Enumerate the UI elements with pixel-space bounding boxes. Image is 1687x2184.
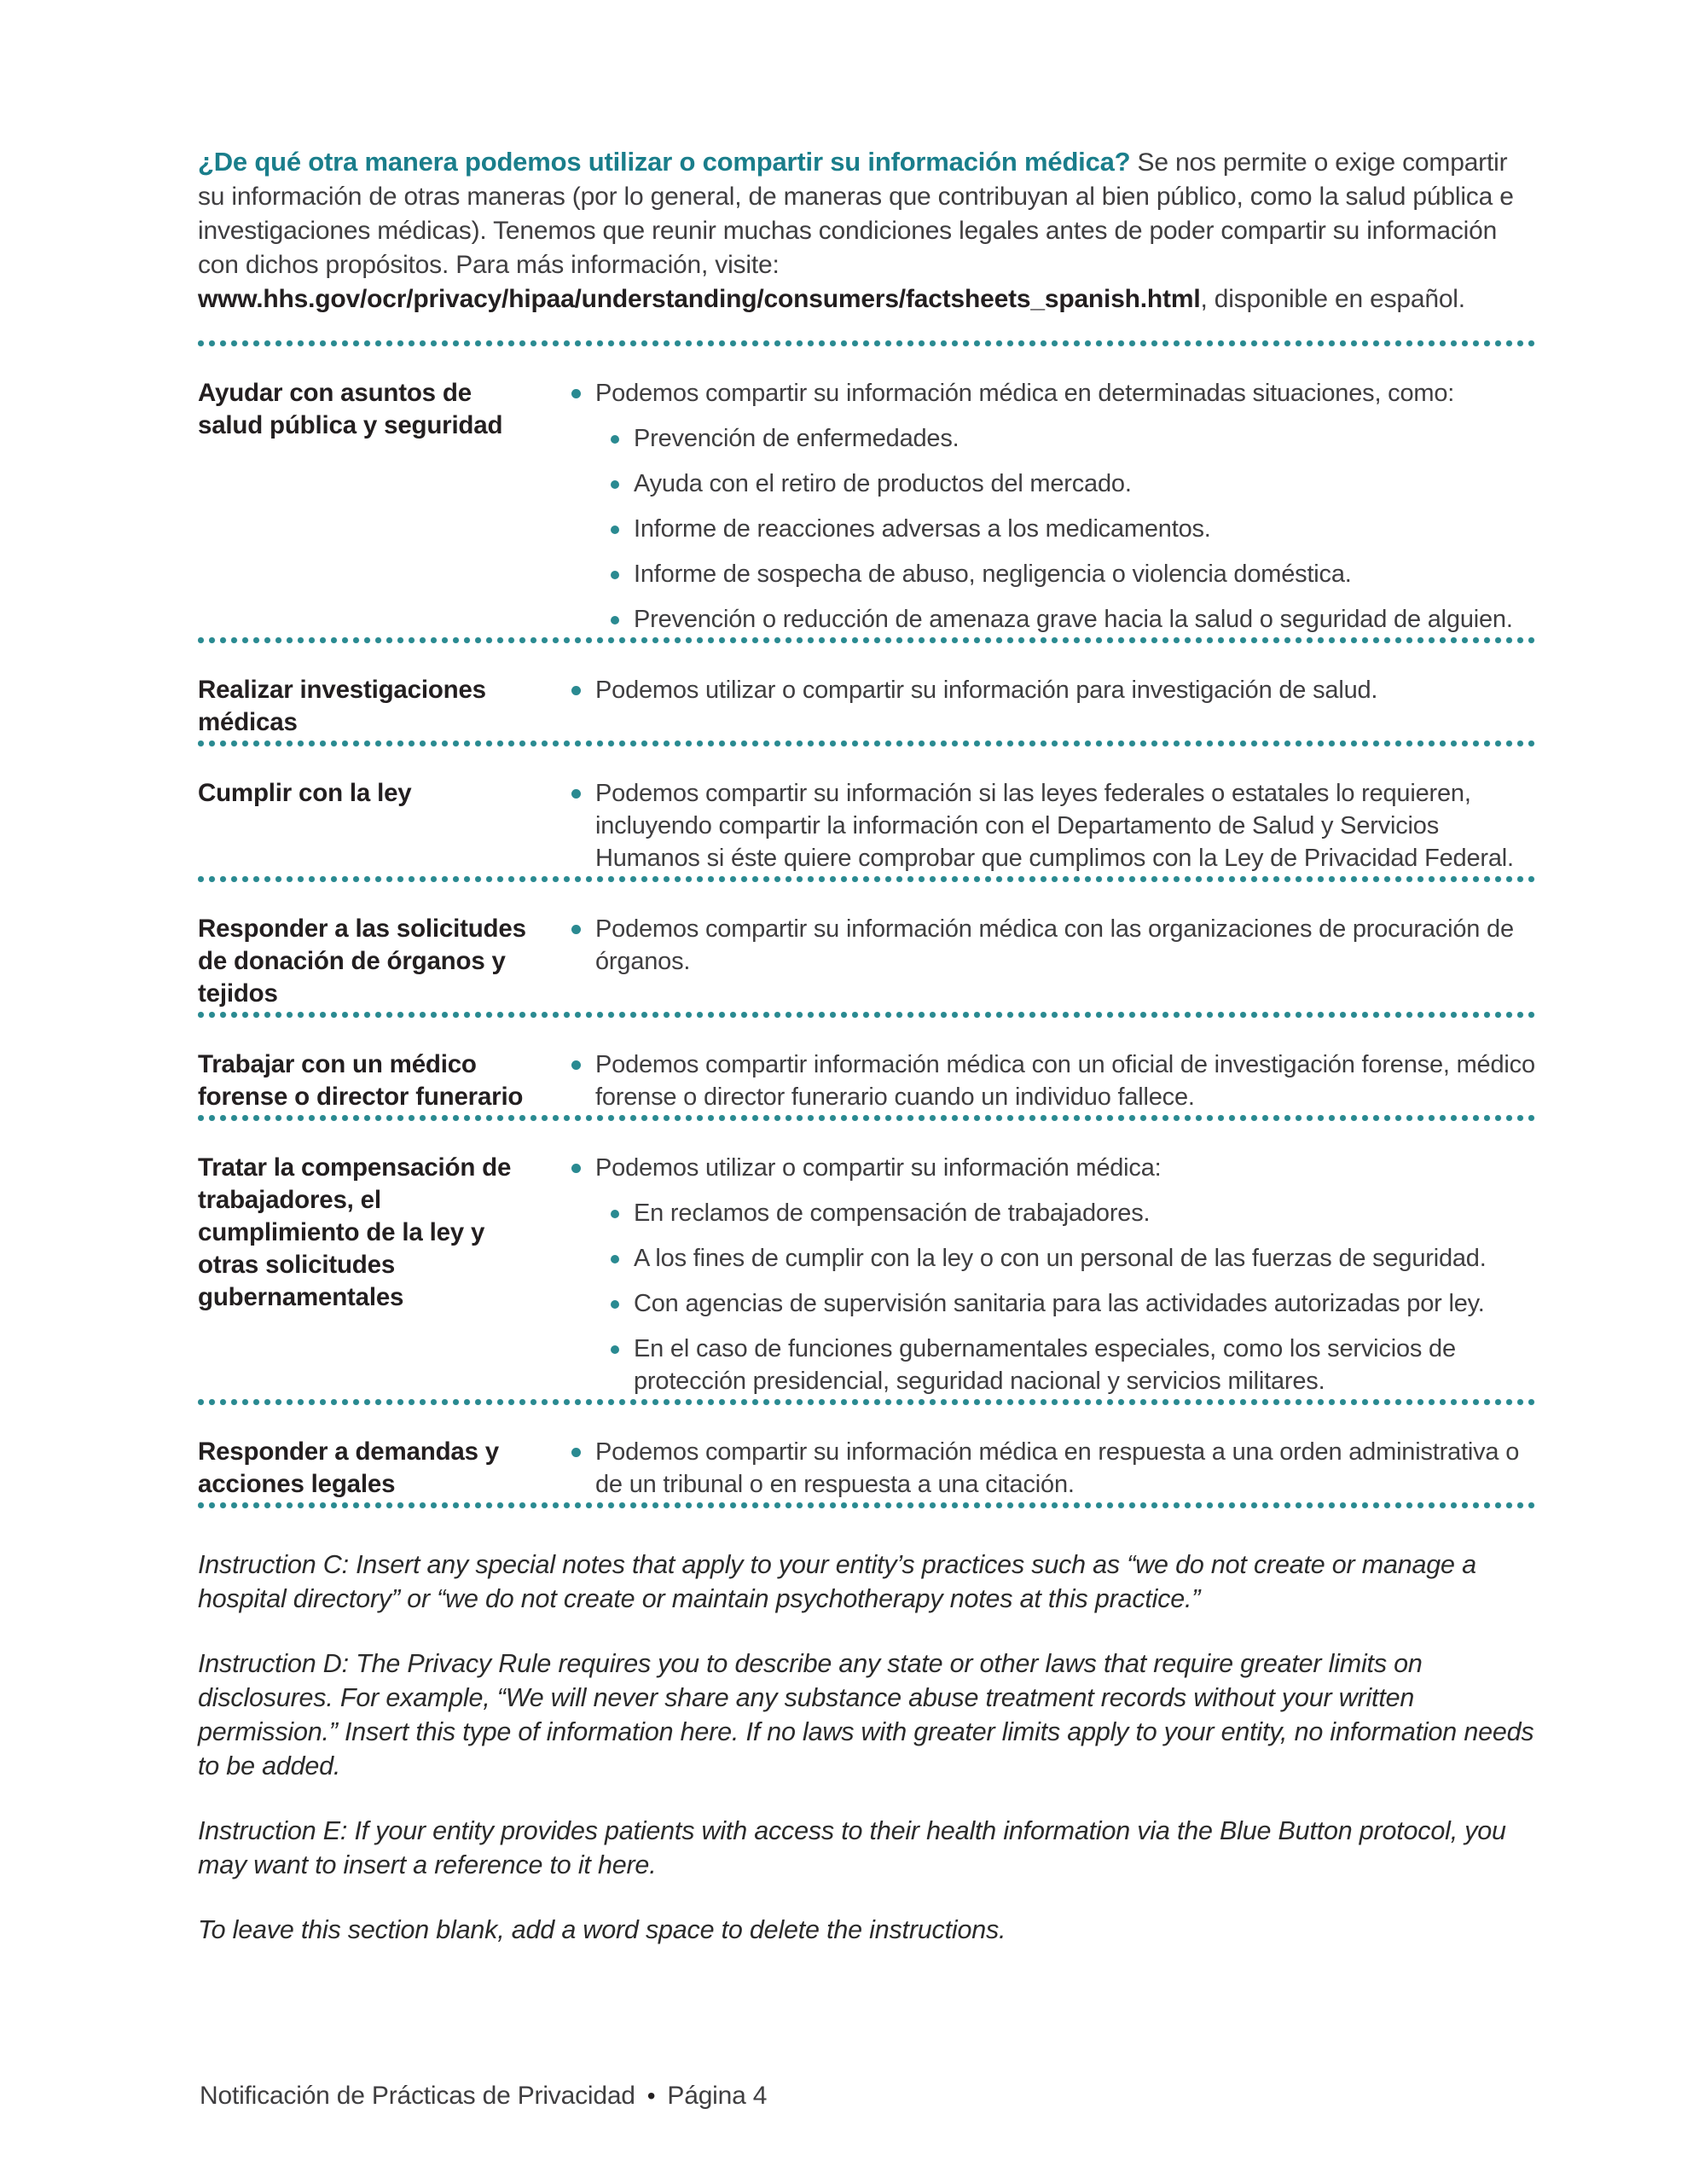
bullet-icon bbox=[611, 571, 619, 579]
bullet-icon bbox=[571, 789, 581, 799]
bullet-text: Podemos compartir su información médica con las organizaciones de procuración de órganos. bbox=[595, 915, 1514, 975]
dotted-separator bbox=[198, 1012, 1535, 1018]
row-body bbox=[571, 913, 1535, 1010]
row-body bbox=[571, 377, 1535, 636]
row-heading: Realizar investigaciones médicas bbox=[198, 676, 486, 736]
dotted-separator bbox=[198, 741, 1535, 746]
bullet-icon bbox=[611, 435, 619, 444]
instruction-d: Instruction D: The Privacy Rule requires you to describe any state or other laws that require greater limits on disclosures. For example, “We will never share any substance abuse treatment records without your written permission.” Insert this type of information here. If no laws with greater limits apply to your entity, no information needs to be added. bbox=[198, 1649, 1534, 1780]
bullet-icon bbox=[611, 1300, 619, 1309]
bullet-text: Podemos compartir su información médica en respuesta a una orden administrativa o de un tribunal o en respuesta a una citación. bbox=[595, 1438, 1520, 1498]
bullet-icon bbox=[611, 526, 619, 534]
bullet-text: Podemos utilizar o compartir su información para investigación de salud. bbox=[595, 677, 1378, 704]
instruction-e: Instruction E: If your entity provides patients with access to their health information via the Blue Button protocol, you may want to insert a reference to it here. bbox=[198, 1816, 1506, 1879]
dotted-separator bbox=[198, 876, 1535, 882]
list-item bbox=[571, 1333, 1535, 1397]
row-heading: Tratar la compensación de trabajadores, el cumplimiento de la ley y otras solicitudes gubernamentales bbox=[198, 1153, 512, 1311]
bullet-icon bbox=[611, 1255, 619, 1263]
bullet-icon bbox=[571, 1448, 581, 1457]
dotted-separator bbox=[198, 1502, 1535, 1508]
bullet-icon bbox=[571, 686, 581, 695]
template-instructions bbox=[198, 1548, 1535, 1947]
page-footer bbox=[200, 2080, 767, 2112]
list-item bbox=[571, 558, 1535, 590]
bullet-text: Podemos compartir su información médica en determinadas situaciones, como: bbox=[595, 380, 1455, 407]
section-medical-examiner bbox=[198, 1048, 1535, 1113]
list-item bbox=[571, 603, 1535, 636]
bullet-text: Podemos compartir información médica con un oficial de investigación forense, médico forense o director funerario cuando un individuo fallece. bbox=[595, 1051, 1535, 1111]
intro-body-text-after: , disponible en español. bbox=[1200, 285, 1465, 313]
row-body bbox=[571, 1436, 1535, 1501]
bullet-text: En el caso de funciones gubernamentales especiales, como los servicios de protección presidencial, seguridad nacional y servicios militares. bbox=[634, 1335, 1456, 1395]
instruction-blank-note: To leave this section blank, add a word space to delete the instructions. bbox=[198, 1915, 1006, 1944]
intro-body-text: Se nos permite o exige compartir su información de otras maneras (por lo general, de maneras que contribuyan al bien público, como la salud pública e investigaciones médicas). Tenemos que reunir muchas condiciones legales antes de poder compartir su información con dichos propósitos. Para más información, visite: bbox=[198, 148, 1514, 279]
list-item bbox=[571, 377, 1535, 410]
bullet-icon bbox=[611, 1345, 619, 1354]
list-item bbox=[571, 1436, 1535, 1501]
bullet-text: Podemos utilizar o compartir su información médica: bbox=[595, 1154, 1162, 1182]
row-heading: Trabajar con un médico forense o director funerario bbox=[198, 1050, 524, 1111]
list-item bbox=[571, 1197, 1535, 1229]
section-lawsuits-legal-actions bbox=[198, 1436, 1535, 1501]
dotted-separator bbox=[198, 340, 1535, 346]
list-item bbox=[571, 1048, 1535, 1113]
bullet-text: Prevención de enfermedades. bbox=[634, 425, 959, 452]
hhs-privacy-url-link[interactable]: www.hhs.gov/ocr/privacy/hipaa/understanding/consumers/factsheets_spanish.html bbox=[198, 285, 1201, 313]
row-body bbox=[571, 1152, 1535, 1397]
list-item bbox=[571, 513, 1535, 545]
bullet-icon bbox=[611, 616, 619, 624]
intro-paragraph bbox=[198, 145, 1535, 317]
bullet-text: En reclamos de compensación de trabajadores. bbox=[634, 1199, 1151, 1227]
bullet-text: Prevención o reducción de amenaza grave hacia la salud o seguridad de alguien. bbox=[634, 606, 1513, 633]
list-item bbox=[571, 1287, 1535, 1320]
bullet-icon bbox=[571, 389, 581, 398]
instruction-c: Instruction C: Insert any special notes that apply to your entity’s practices such as “we do not create or manage a hospital directory” or “we do not create or maintain psychotherapy notes at this practice.” bbox=[198, 1550, 1476, 1613]
list-item bbox=[571, 777, 1535, 874]
dotted-separator bbox=[198, 637, 1535, 643]
row-heading: Responder a las solicitudes de donación de órganos y tejidos bbox=[198, 915, 526, 1008]
dotted-separator bbox=[198, 1399, 1535, 1405]
list-item bbox=[571, 422, 1535, 455]
row-heading: Responder a demandas y acciones legales bbox=[198, 1438, 499, 1498]
bullet-text: A los fines de cumplir con la ley o con un personal de las fuerzas de seguridad. bbox=[634, 1245, 1487, 1272]
list-item bbox=[571, 913, 1535, 978]
bullet-text: Informe de sospecha de abuso, negligencia o violencia doméstica. bbox=[634, 561, 1352, 588]
row-heading: Cumplir con la ley bbox=[198, 779, 412, 807]
bullet-text: Informe de reacciones adversas a los medicamentos. bbox=[634, 515, 1211, 543]
section-organ-donation bbox=[198, 913, 1535, 1010]
intro-section bbox=[198, 145, 1535, 317]
list-item bbox=[571, 1242, 1535, 1275]
bullet-icon bbox=[571, 1164, 581, 1173]
section-help-public-health bbox=[198, 377, 1535, 636]
row-body bbox=[571, 674, 1535, 739]
footer-title: Notificación de Prácticas de Privacidad bbox=[200, 2082, 635, 2110]
row-heading: Ayudar con asuntos de salud pública y seguridad bbox=[198, 379, 503, 439]
list-item bbox=[571, 674, 1535, 706]
bullet-icon bbox=[611, 480, 619, 489]
bullet-icon bbox=[571, 925, 581, 934]
bullet-text: Podemos compartir su información si las leyes federales o estatales lo requieren, incluyendo compartir la información con el Departamento de Salud y Servicios Humanos si éste quiere comprobar que cumplimos con la Ley de Privacidad Federal. bbox=[595, 780, 1514, 872]
section-comply-with-law bbox=[198, 777, 1535, 874]
section-title: ¿De qué otra manera podemos utilizar o compartir su información médica? bbox=[198, 147, 1131, 177]
bullet-icon bbox=[611, 1210, 619, 1218]
document-page bbox=[198, 145, 1535, 1978]
bullet-icon bbox=[571, 1060, 581, 1070]
section-research bbox=[198, 674, 1535, 739]
list-item bbox=[571, 468, 1535, 500]
list-item bbox=[571, 1152, 1535, 1184]
row-body bbox=[571, 1048, 1535, 1113]
row-body bbox=[571, 777, 1535, 874]
footer-bullet-icon: • bbox=[646, 2082, 656, 2109]
bullet-text: Ayuda con el retiro de productos del mercado. bbox=[634, 470, 1132, 497]
footer-page-number: Página 4 bbox=[667, 2082, 768, 2110]
dotted-separator bbox=[198, 1115, 1535, 1121]
section-workers-comp-government bbox=[198, 1152, 1535, 1397]
bullet-text: Con agencias de supervisión sanitaria para las actividades autorizadas por ley. bbox=[634, 1290, 1485, 1317]
